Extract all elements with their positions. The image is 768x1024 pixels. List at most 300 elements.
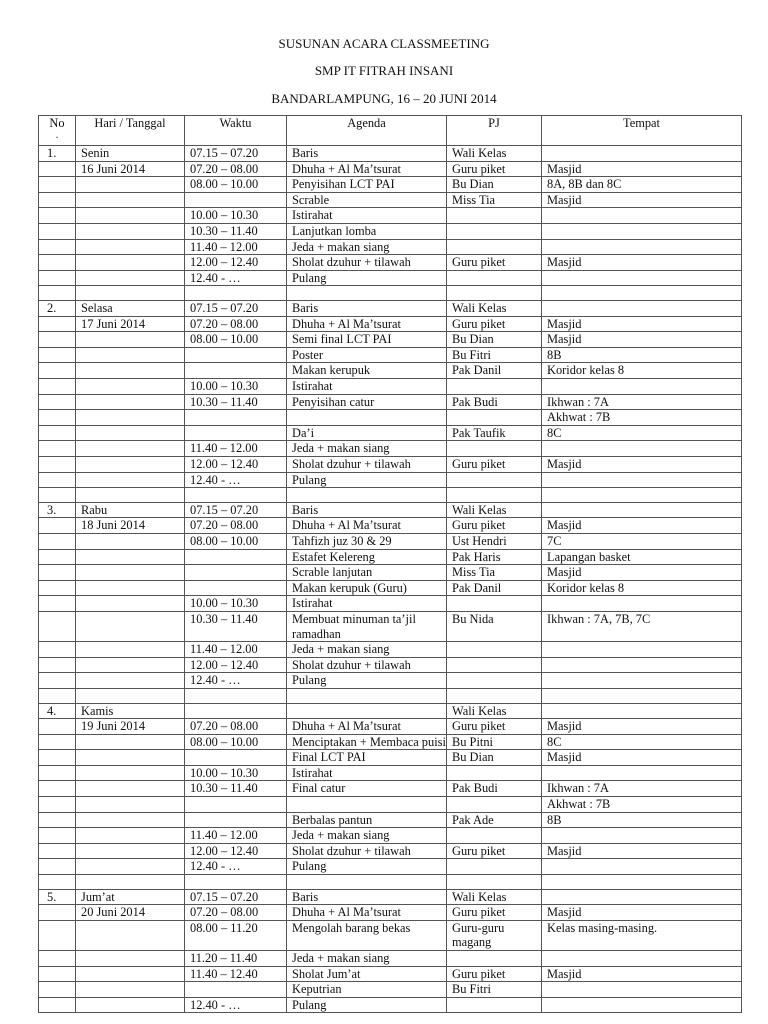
cell-no — [39, 472, 76, 488]
cell-pj — [447, 765, 542, 781]
cell-pj: Miss Tia — [447, 565, 542, 581]
cell-agenda: Sholat Jum’at — [287, 966, 447, 982]
cell-no: 2. — [39, 300, 76, 316]
cell-pj: Guru piket — [447, 905, 542, 921]
cell-time: 07.15 – 07.20 — [185, 889, 287, 905]
table-row — [39, 363, 742, 379]
cell-day — [76, 177, 185, 193]
cell-pj — [447, 657, 542, 673]
cell-time — [185, 797, 287, 813]
cell-pj: Guru piket — [447, 161, 542, 177]
cell-day — [76, 549, 185, 565]
cell-time: 12.00 – 12.40 — [185, 657, 287, 673]
cell-no — [39, 951, 76, 967]
cell-no — [39, 905, 76, 921]
cell-place: Ikhwan : 7A, 7B, 7C — [542, 611, 742, 641]
cell-time: 10.00 – 10.30 — [185, 596, 287, 612]
table-row — [39, 828, 742, 844]
cell-day — [76, 734, 185, 750]
cell-place — [542, 982, 742, 998]
cell-pj — [447, 875, 542, 890]
table-row — [39, 673, 742, 689]
table-row — [39, 859, 742, 875]
table-row — [39, 797, 742, 813]
cell-no — [39, 797, 76, 813]
cell-place: Akhwat : 7B — [542, 410, 742, 426]
cell-no: 1. — [39, 146, 76, 162]
table-row — [39, 951, 742, 967]
cell-agenda — [287, 410, 447, 426]
cell-time: 12.40 - … — [185, 997, 287, 1013]
table-row — [39, 905, 742, 921]
cell-pj — [447, 828, 542, 844]
table-row — [39, 441, 742, 457]
cell-day — [76, 255, 185, 271]
cell-agenda: Dhuha + Al Ma’tsurat — [287, 161, 447, 177]
cell-time: 10.30 – 11.40 — [185, 781, 287, 797]
cell-agenda: Makan kerupuk (Guru) — [287, 580, 447, 596]
cell-place: Masjid — [542, 565, 742, 581]
cell-day — [76, 875, 185, 890]
cell-day — [76, 286, 185, 301]
cell-pj: Miss Tia — [447, 192, 542, 208]
table-row — [39, 192, 742, 208]
table-row — [39, 394, 742, 410]
cell-time: 07.20 – 08.00 — [185, 316, 287, 332]
cell-agenda: Mengolah barang bekas — [287, 920, 447, 950]
cell-place — [542, 642, 742, 658]
cell-agenda: Istirahat — [287, 208, 447, 224]
cell-time: 08.00 – 10.00 — [185, 734, 287, 750]
cell-no — [39, 920, 76, 950]
cell-time: 07.20 – 08.00 — [185, 719, 287, 735]
cell-day — [76, 688, 185, 703]
cell-pj: Bu Fitri — [447, 347, 542, 363]
cell-time: 12.40 - … — [185, 859, 287, 875]
cell-pj — [447, 797, 542, 813]
cell-agenda — [287, 797, 447, 813]
cell-no — [39, 177, 76, 193]
cell-time — [185, 347, 287, 363]
cell-day: 17 Juni 2014 — [76, 316, 185, 332]
cell-agenda: Menciptakan + Membaca puisi — [287, 734, 447, 750]
table-row — [39, 270, 742, 286]
cell-agenda: Poster — [287, 347, 447, 363]
cell-no — [39, 812, 76, 828]
cell-time — [185, 875, 287, 890]
cell-place — [542, 472, 742, 488]
cell-time — [185, 688, 287, 703]
cell-time: 11.40 – 12.00 — [185, 441, 287, 457]
cell-time: 12.40 - … — [185, 673, 287, 689]
table-row — [39, 703, 742, 719]
table-row — [39, 596, 742, 612]
table-row — [39, 146, 742, 162]
cell-place — [542, 997, 742, 1013]
cell-day — [76, 394, 185, 410]
cell-pj: Guru piket — [447, 316, 542, 332]
cell-time: 11.40 – 12.00 — [185, 239, 287, 255]
table-row — [39, 286, 742, 301]
cell-day — [76, 859, 185, 875]
cell-pj: Guru piket — [447, 843, 542, 859]
cell-place: Akhwat : 7B — [542, 797, 742, 813]
cell-pj: Wali Kelas — [447, 146, 542, 162]
cell-place — [542, 286, 742, 301]
cell-day — [76, 828, 185, 844]
table-row — [39, 533, 742, 549]
cell-time: 08.00 – 10.00 — [185, 332, 287, 348]
cell-agenda — [287, 875, 447, 890]
cell-day — [76, 596, 185, 612]
header-agenda: Agenda — [287, 116, 447, 146]
cell-no — [39, 533, 76, 549]
cell-day — [76, 347, 185, 363]
cell-pj — [447, 472, 542, 488]
cell-place: Ikhwan : 7A — [542, 781, 742, 797]
cell-pj: Guru piket — [447, 966, 542, 982]
cell-day — [76, 425, 185, 441]
cell-no — [39, 394, 76, 410]
cell-place: 7C — [542, 533, 742, 549]
table-header-row — [39, 116, 742, 146]
cell-day: Rabu — [76, 502, 185, 518]
cell-no — [39, 997, 76, 1013]
header-no — [39, 116, 76, 146]
cell-agenda: Dhuha + Al Ma’tsurat — [287, 905, 447, 921]
cell-agenda: Penyisihan LCT PAI — [287, 177, 447, 193]
cell-day — [76, 797, 185, 813]
cell-day: Senin — [76, 146, 185, 162]
cell-place — [542, 488, 742, 503]
cell-day — [76, 472, 185, 488]
cell-day — [76, 611, 185, 641]
cell-pj — [447, 208, 542, 224]
cell-pj — [447, 488, 542, 503]
cell-no: 5. — [39, 889, 76, 905]
cell-no — [39, 982, 76, 998]
cell-place: 8A, 8B dan 8C — [542, 177, 742, 193]
cell-no — [39, 549, 76, 565]
table-row — [39, 378, 742, 394]
cell-agenda: Istirahat — [287, 765, 447, 781]
cell-no — [39, 239, 76, 255]
header-no-label: No — [49, 116, 65, 130]
cell-agenda: Baris — [287, 300, 447, 316]
cell-no — [39, 363, 76, 379]
cell-pj — [447, 951, 542, 967]
cell-no — [39, 332, 76, 348]
cell-place: 8B — [542, 347, 742, 363]
cell-time: 07.20 – 08.00 — [185, 905, 287, 921]
cell-no: 3. — [39, 502, 76, 518]
cell-place: Koridor kelas 8 — [542, 363, 742, 379]
cell-day — [76, 920, 185, 950]
table-row — [39, 239, 742, 255]
table-row — [39, 223, 742, 239]
cell-day — [76, 997, 185, 1013]
cell-pj: Wali Kelas — [447, 889, 542, 905]
cell-no — [39, 966, 76, 982]
cell-no — [39, 596, 76, 612]
cell-agenda — [287, 688, 447, 703]
cell-agenda: Scrable — [287, 192, 447, 208]
cell-pj — [447, 596, 542, 612]
cell-pj: Bu Dian — [447, 177, 542, 193]
cell-agenda: Makan kerupuk — [287, 363, 447, 379]
cell-pj: Wali Kelas — [447, 703, 542, 719]
cell-time: 12.00 – 12.40 — [185, 843, 287, 859]
table-row — [39, 781, 742, 797]
cell-no — [39, 859, 76, 875]
cell-no — [39, 518, 76, 534]
cell-pj — [447, 688, 542, 703]
cell-agenda: Final catur — [287, 781, 447, 797]
table-row — [39, 410, 742, 426]
cell-time — [185, 812, 287, 828]
cell-pj: Ust Hendri — [447, 533, 542, 549]
cell-place — [542, 951, 742, 967]
cell-time — [185, 192, 287, 208]
cell-time: 10.30 – 11.40 — [185, 223, 287, 239]
table-row — [39, 688, 742, 703]
cell-time — [185, 425, 287, 441]
cell-time: 10.00 – 10.30 — [185, 765, 287, 781]
cell-day — [76, 580, 185, 596]
header-pj: PJ — [447, 116, 542, 146]
cell-pj: Bu Pitni — [447, 734, 542, 750]
cell-place: Masjid — [542, 456, 742, 472]
cell-time: 12.00 – 12.40 — [185, 255, 287, 271]
table-row — [39, 611, 742, 641]
cell-place — [542, 239, 742, 255]
cell-agenda: Sholat dzuhur + tilawah — [287, 255, 447, 271]
table-body — [39, 146, 742, 1013]
table-row — [39, 518, 742, 534]
cell-day — [76, 270, 185, 286]
cell-time: 10.30 – 11.40 — [185, 611, 287, 641]
cell-day: Selasa — [76, 300, 185, 316]
table-row — [39, 642, 742, 658]
cell-agenda: Da’i — [287, 425, 447, 441]
table-row — [39, 734, 742, 750]
cell-no — [39, 781, 76, 797]
cell-day: 19 Juni 2014 — [76, 719, 185, 735]
cell-day: 16 Juni 2014 — [76, 161, 185, 177]
header-no-suffix: . — [55, 129, 59, 141]
cell-agenda: Scrable lanjutan — [287, 565, 447, 581]
table-row — [39, 765, 742, 781]
table-row — [39, 332, 742, 348]
cell-pj — [447, 286, 542, 301]
cell-no — [39, 161, 76, 177]
cell-pj — [447, 378, 542, 394]
cell-agenda: Membuat minuman ta’jil ramadhan — [287, 611, 447, 641]
cell-day — [76, 951, 185, 967]
cell-agenda: Penyisihan catur — [287, 394, 447, 410]
cell-pj: Bu Fitri — [447, 982, 542, 998]
cell-pj: Pak Budi — [447, 781, 542, 797]
cell-pj — [447, 997, 542, 1013]
cell-agenda: Pulang — [287, 673, 447, 689]
cell-no — [39, 688, 76, 703]
cell-day — [76, 642, 185, 658]
cell-no — [39, 750, 76, 766]
cell-place — [542, 688, 742, 703]
cell-day: 18 Juni 2014 — [76, 518, 185, 534]
cell-place — [542, 859, 742, 875]
table-row — [39, 456, 742, 472]
cell-place: Ikhwan : 7A — [542, 394, 742, 410]
cell-time: 08.00 – 10.00 — [185, 177, 287, 193]
cell-time — [185, 580, 287, 596]
cell-time — [185, 286, 287, 301]
location-date: BANDARLAMPUNG, 16 – 20 JUNI 2014 — [271, 91, 497, 106]
cell-agenda: Pulang — [287, 997, 447, 1013]
school-name: SMP IT FITRAH INSANI — [314, 63, 454, 78]
cell-place — [542, 270, 742, 286]
cell-time — [185, 363, 287, 379]
cell-time: 07.15 – 07.20 — [185, 146, 287, 162]
table-row — [39, 488, 742, 503]
cell-time: 11.40 – 12.00 — [185, 828, 287, 844]
table-row — [39, 300, 742, 316]
cell-place: Masjid — [542, 255, 742, 271]
header-day: Hari / Tanggal — [76, 116, 185, 146]
cell-no — [39, 488, 76, 503]
cell-pj — [447, 673, 542, 689]
cell-place: 8C — [542, 425, 742, 441]
table-row — [39, 657, 742, 673]
table-row — [39, 565, 742, 581]
cell-agenda: Final LCT PAI — [287, 750, 447, 766]
cell-day — [76, 966, 185, 982]
table-row — [39, 750, 742, 766]
cell-place — [542, 146, 742, 162]
table-row — [39, 997, 742, 1013]
cell-day — [76, 456, 185, 472]
cell-place — [542, 889, 742, 905]
cell-time: 10.30 – 11.40 — [185, 394, 287, 410]
cell-place — [542, 441, 742, 457]
cell-place — [542, 828, 742, 844]
cell-place — [542, 673, 742, 689]
cell-place: Masjid — [542, 332, 742, 348]
cell-agenda — [287, 286, 447, 301]
cell-no — [39, 441, 76, 457]
cell-pj: Guru piket — [447, 456, 542, 472]
table-row — [39, 502, 742, 518]
cell-pj: Guru piket — [447, 255, 542, 271]
cell-place: Masjid — [542, 966, 742, 982]
cell-no — [39, 223, 76, 239]
cell-place — [542, 300, 742, 316]
cell-pj: Guru-guru magang — [447, 920, 542, 950]
table-row — [39, 920, 742, 950]
cell-pj: Pak Taufik — [447, 425, 542, 441]
cell-no — [39, 410, 76, 426]
cell-no — [39, 734, 76, 750]
cell-place: Masjid — [542, 161, 742, 177]
cell-agenda: Istirahat — [287, 378, 447, 394]
cell-agenda: Baris — [287, 146, 447, 162]
cell-agenda: Lanjutkan lomba — [287, 223, 447, 239]
cell-pj: Pak Danil — [447, 580, 542, 596]
cell-time — [185, 549, 287, 565]
cell-place: Masjid — [542, 719, 742, 735]
table-row — [39, 982, 742, 998]
cell-place — [542, 765, 742, 781]
table-row — [39, 208, 742, 224]
cell-day — [76, 750, 185, 766]
cell-no — [39, 765, 76, 781]
cell-agenda — [287, 488, 447, 503]
cell-time: 10.00 – 10.30 — [185, 378, 287, 394]
cell-no — [39, 642, 76, 658]
cell-pj — [447, 441, 542, 457]
table-row — [39, 889, 742, 905]
cell-agenda: Tahfizh juz 30 & 29 — [287, 533, 447, 549]
cell-day — [76, 673, 185, 689]
table-row — [39, 580, 742, 596]
cell-no — [39, 828, 76, 844]
cell-agenda: Sholat dzuhur + tilawah — [287, 657, 447, 673]
cell-agenda: Pulang — [287, 270, 447, 286]
cell-time: 08.00 – 11.20 — [185, 920, 287, 950]
cell-pj — [447, 239, 542, 255]
cell-time — [185, 565, 287, 581]
cell-pj: Bu Nida — [447, 611, 542, 641]
cell-place: Kelas masing-masing. — [542, 920, 742, 950]
table-row — [39, 472, 742, 488]
cell-pj: Guru piket — [447, 518, 542, 534]
table-row — [39, 843, 742, 859]
cell-no — [39, 208, 76, 224]
cell-time: 07.20 – 08.00 — [185, 161, 287, 177]
cell-agenda: Pulang — [287, 859, 447, 875]
cell-place — [542, 502, 742, 518]
cell-pj — [447, 223, 542, 239]
cell-pj: Pak Danil — [447, 363, 542, 379]
cell-day — [76, 982, 185, 998]
cell-agenda: Jeda + makan siang — [287, 441, 447, 457]
cell-no — [39, 316, 76, 332]
table-row — [39, 347, 742, 363]
cell-no — [39, 657, 76, 673]
table-row — [39, 425, 742, 441]
cell-no — [39, 456, 76, 472]
cell-day — [76, 565, 185, 581]
header-time: Waktu — [185, 116, 287, 146]
cell-agenda: Pulang — [287, 472, 447, 488]
cell-no: 4. — [39, 703, 76, 719]
cell-no — [39, 255, 76, 271]
document-title: SUSUNAN ACARA CLASSMEETING — [278, 36, 490, 51]
cell-agenda: Estafet Kelereng — [287, 549, 447, 565]
cell-agenda: Istirahat — [287, 596, 447, 612]
cell-day — [76, 378, 185, 394]
table-row — [39, 161, 742, 177]
cell-pj: Wali Kelas — [447, 300, 542, 316]
cell-day — [76, 208, 185, 224]
cell-time: 12.40 - … — [185, 472, 287, 488]
table-row — [39, 875, 742, 890]
cell-time: 11.40 – 12.40 — [185, 966, 287, 982]
table-row — [39, 177, 742, 193]
cell-time: 12.00 – 12.40 — [185, 456, 287, 472]
cell-place — [542, 657, 742, 673]
cell-agenda: Dhuha + Al Ma’tsurat — [287, 719, 447, 735]
